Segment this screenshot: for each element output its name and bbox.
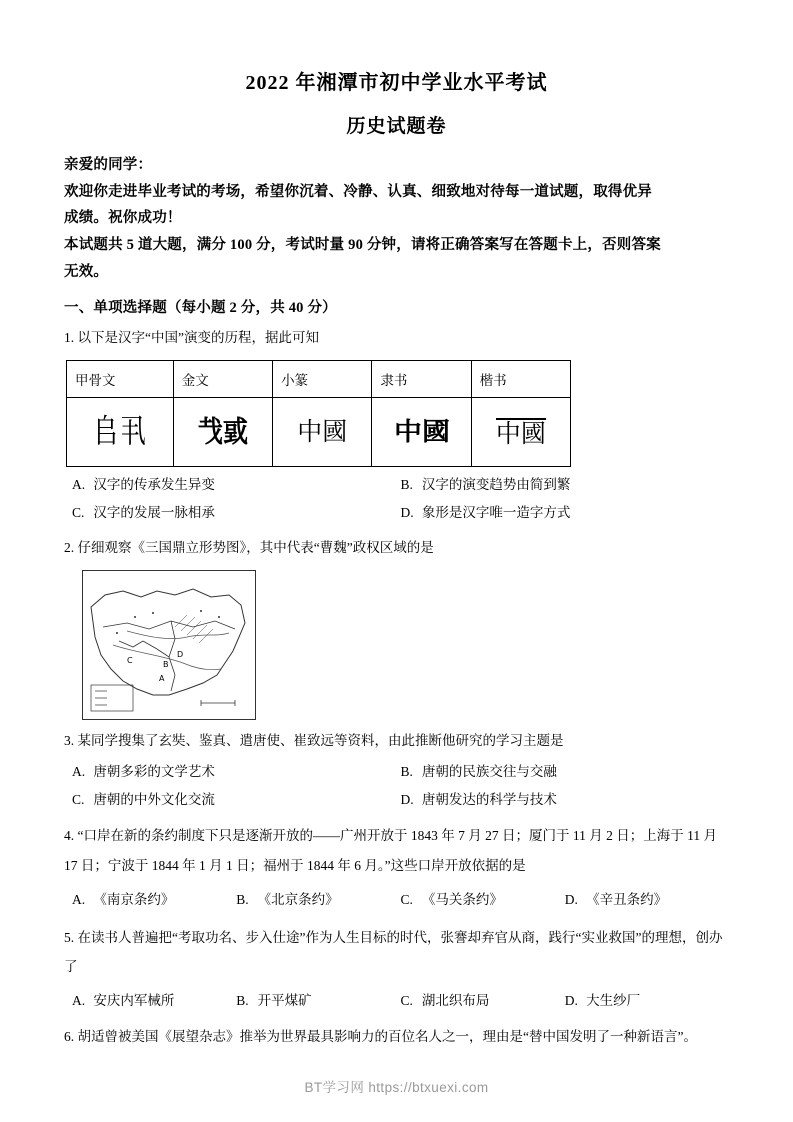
option-c[interactable]	[401, 885, 565, 915]
intro-line-1: 亲爱的同学：	[64, 156, 153, 173]
map-label-c: C	[127, 656, 133, 666]
question-3-text: 某同学搜集了玄奘、鉴真、遣唐使、崔致远等资料，由此推断他研究的学习主题是	[77, 733, 564, 749]
option-c[interactable]	[72, 499, 401, 527]
table-glyph-row	[67, 398, 571, 467]
table-header-row	[67, 361, 571, 398]
question-5-number: 5.	[64, 929, 75, 945]
option-c-label: C.	[72, 505, 85, 521]
intro-line-5: 无效。	[64, 264, 109, 281]
section-heading: 一、单项选择题（每小题 2 分，共 40 分）	[64, 299, 337, 316]
option-b-text: 汉字的演变趋势由简到繁	[421, 477, 571, 493]
seal-script-glyph: 中國	[297, 417, 348, 447]
option-c[interactable]	[401, 986, 565, 1016]
three-kingdoms-map-figure	[82, 570, 256, 720]
option-d-label: D.	[564, 992, 578, 1008]
question-3-stem	[64, 728, 729, 754]
clerical-script-glyph: 中國	[393, 417, 450, 447]
question-1-text: 以下是汉字“中国”演变的历程，据此可知	[77, 329, 319, 345]
character-evolution-table	[66, 360, 571, 467]
intro-line-4: 本试题共 5 道大题，满分 100 分，考试时量 90 分钟，请将正确答案写在答题卡上，否则答案	[64, 237, 661, 254]
question-4-options	[72, 885, 729, 915]
glyph-cell-bronze	[173, 398, 272, 467]
bronze-script-glyph: 𢦏戜	[197, 415, 248, 449]
option-a-label: A.	[72, 764, 86, 780]
table-header-cell: 金文	[173, 361, 272, 398]
table-header-cell: 楷书	[471, 361, 570, 398]
option-d-text: 大生纱厂	[586, 992, 641, 1008]
option-c-label: C.	[400, 891, 413, 907]
glyph-cell-clerical	[372, 398, 471, 467]
question-3-options	[72, 758, 729, 813]
option-a-label: A.	[72, 477, 86, 493]
option-b-text: 《北京条约》	[257, 891, 339, 907]
option-c-text: 汉字的发展一脉相承	[93, 505, 215, 521]
option-a-text: 安庆内军械所	[93, 992, 175, 1008]
option-c-text: 《马关条约》	[421, 891, 503, 907]
question-2-text: 仔细观察《三国鼎立形势图》，其中代表“曹魏”政权区域的是	[77, 539, 434, 555]
option-b-label: B.	[400, 477, 413, 493]
option-a-text: 汉字的传承发生异变	[93, 477, 215, 493]
question-5-text: 在读书人普遍把“考取功名、步入仕途”作为人生目标的时代，张謇却弃官从商，践行“实业救国”的理想，创办了	[64, 929, 723, 975]
question-4-text: “口岸在新的条约制度下只是逐渐开放的——广州开放于 1843 年 7 月 27 日；厦门于 11 月 2 日；上海于 11 月 17 日；宁波于 1844 年 1 月 1 日；福州于 1844 年 6 月。”这些口岸开放依据的是	[64, 828, 717, 874]
option-d[interactable]	[565, 885, 729, 915]
option-d[interactable]	[401, 499, 730, 527]
option-c-text: 湖北织布局	[421, 992, 490, 1008]
option-a[interactable]	[72, 471, 401, 499]
page-subtitle: 历史试题卷	[346, 115, 447, 137]
option-d-label: D.	[400, 791, 414, 807]
question-1-options	[72, 471, 729, 526]
option-a[interactable]	[72, 885, 236, 915]
table-header-cell: 甲骨文	[67, 361, 174, 398]
glyph-cell-seal	[273, 398, 372, 467]
page-title: 2022 年湘潭市初中学业水平考试	[245, 72, 548, 94]
question-5-options	[72, 986, 729, 1016]
question-4-stem	[64, 821, 729, 880]
glyph-cell-oracle	[67, 398, 174, 467]
option-a[interactable]	[72, 758, 401, 786]
option-b-label: B.	[400, 764, 413, 780]
question-1-stem	[64, 325, 729, 351]
question-5-stem	[64, 923, 729, 982]
map-label-d: D	[177, 650, 184, 660]
option-a-text: 《南京条约》	[93, 891, 175, 907]
intro-block	[64, 152, 729, 286]
glyph-cell-regular	[471, 398, 570, 467]
watermark: BT学习网 https://btxuexi.com	[304, 1080, 489, 1095]
option-d[interactable]	[565, 986, 729, 1016]
option-b[interactable]	[236, 986, 400, 1016]
option-d-label: D.	[564, 891, 578, 907]
question-2-number: 2.	[64, 539, 75, 555]
option-d-text: 象形是汉字唯一造字方式	[421, 505, 571, 521]
oracle-bone-script-glyph: 𠂤丮	[92, 413, 147, 452]
option-c[interactable]	[72, 786, 401, 814]
option-b-label: B.	[236, 891, 249, 907]
option-a-text: 唐朝多彩的文学艺术	[93, 764, 215, 780]
option-b[interactable]	[401, 758, 730, 786]
regular-script-glyph: 中國	[495, 418, 546, 448]
option-b-label: B.	[236, 992, 249, 1008]
option-c-text: 唐朝的中外文化交流	[93, 791, 215, 807]
question-4-number: 4.	[64, 828, 75, 844]
option-a-label: A.	[72, 891, 86, 907]
option-a[interactable]	[72, 986, 236, 1016]
question-6-text: 胡适曾被美国《展望杂志》推举为世界最具影响力的百位名人之一，理由是“替中国发明了一种新语言”。	[77, 1028, 697, 1044]
map-label-a: A	[159, 674, 165, 684]
question-2-stem	[64, 535, 729, 561]
question-6-number: 6.	[64, 1028, 75, 1044]
option-b-text: 开平煤矿	[257, 992, 312, 1008]
option-d-text: 唐朝发达的科学与技术	[421, 791, 557, 807]
option-b[interactable]	[401, 471, 730, 499]
option-c-label: C.	[400, 992, 413, 1008]
intro-line-2: 欢迎你走进毕业考试的考场，希望你沉着、冷静、认真、细致地对待每一道试题，取得优异	[64, 183, 652, 200]
intro-line-3: 成绩。祝你成功！	[64, 210, 182, 227]
table-header-cell: 小篆	[273, 361, 372, 398]
question-3-number: 3.	[64, 733, 75, 749]
option-b-text: 唐朝的民族交往与交融	[421, 764, 557, 780]
map-icon	[83, 571, 253, 717]
option-c-label: C.	[72, 791, 85, 807]
option-d-text: 《辛丑条约》	[586, 891, 668, 907]
option-b[interactable]	[236, 885, 400, 915]
option-d-label: D.	[400, 505, 414, 521]
table-header-cell: 隶书	[372, 361, 471, 398]
option-a-label: A.	[72, 992, 86, 1008]
question-6-stem	[64, 1024, 729, 1050]
option-d[interactable]	[401, 786, 730, 814]
question-1-number: 1.	[64, 329, 75, 345]
map-label-b: B	[163, 660, 169, 670]
